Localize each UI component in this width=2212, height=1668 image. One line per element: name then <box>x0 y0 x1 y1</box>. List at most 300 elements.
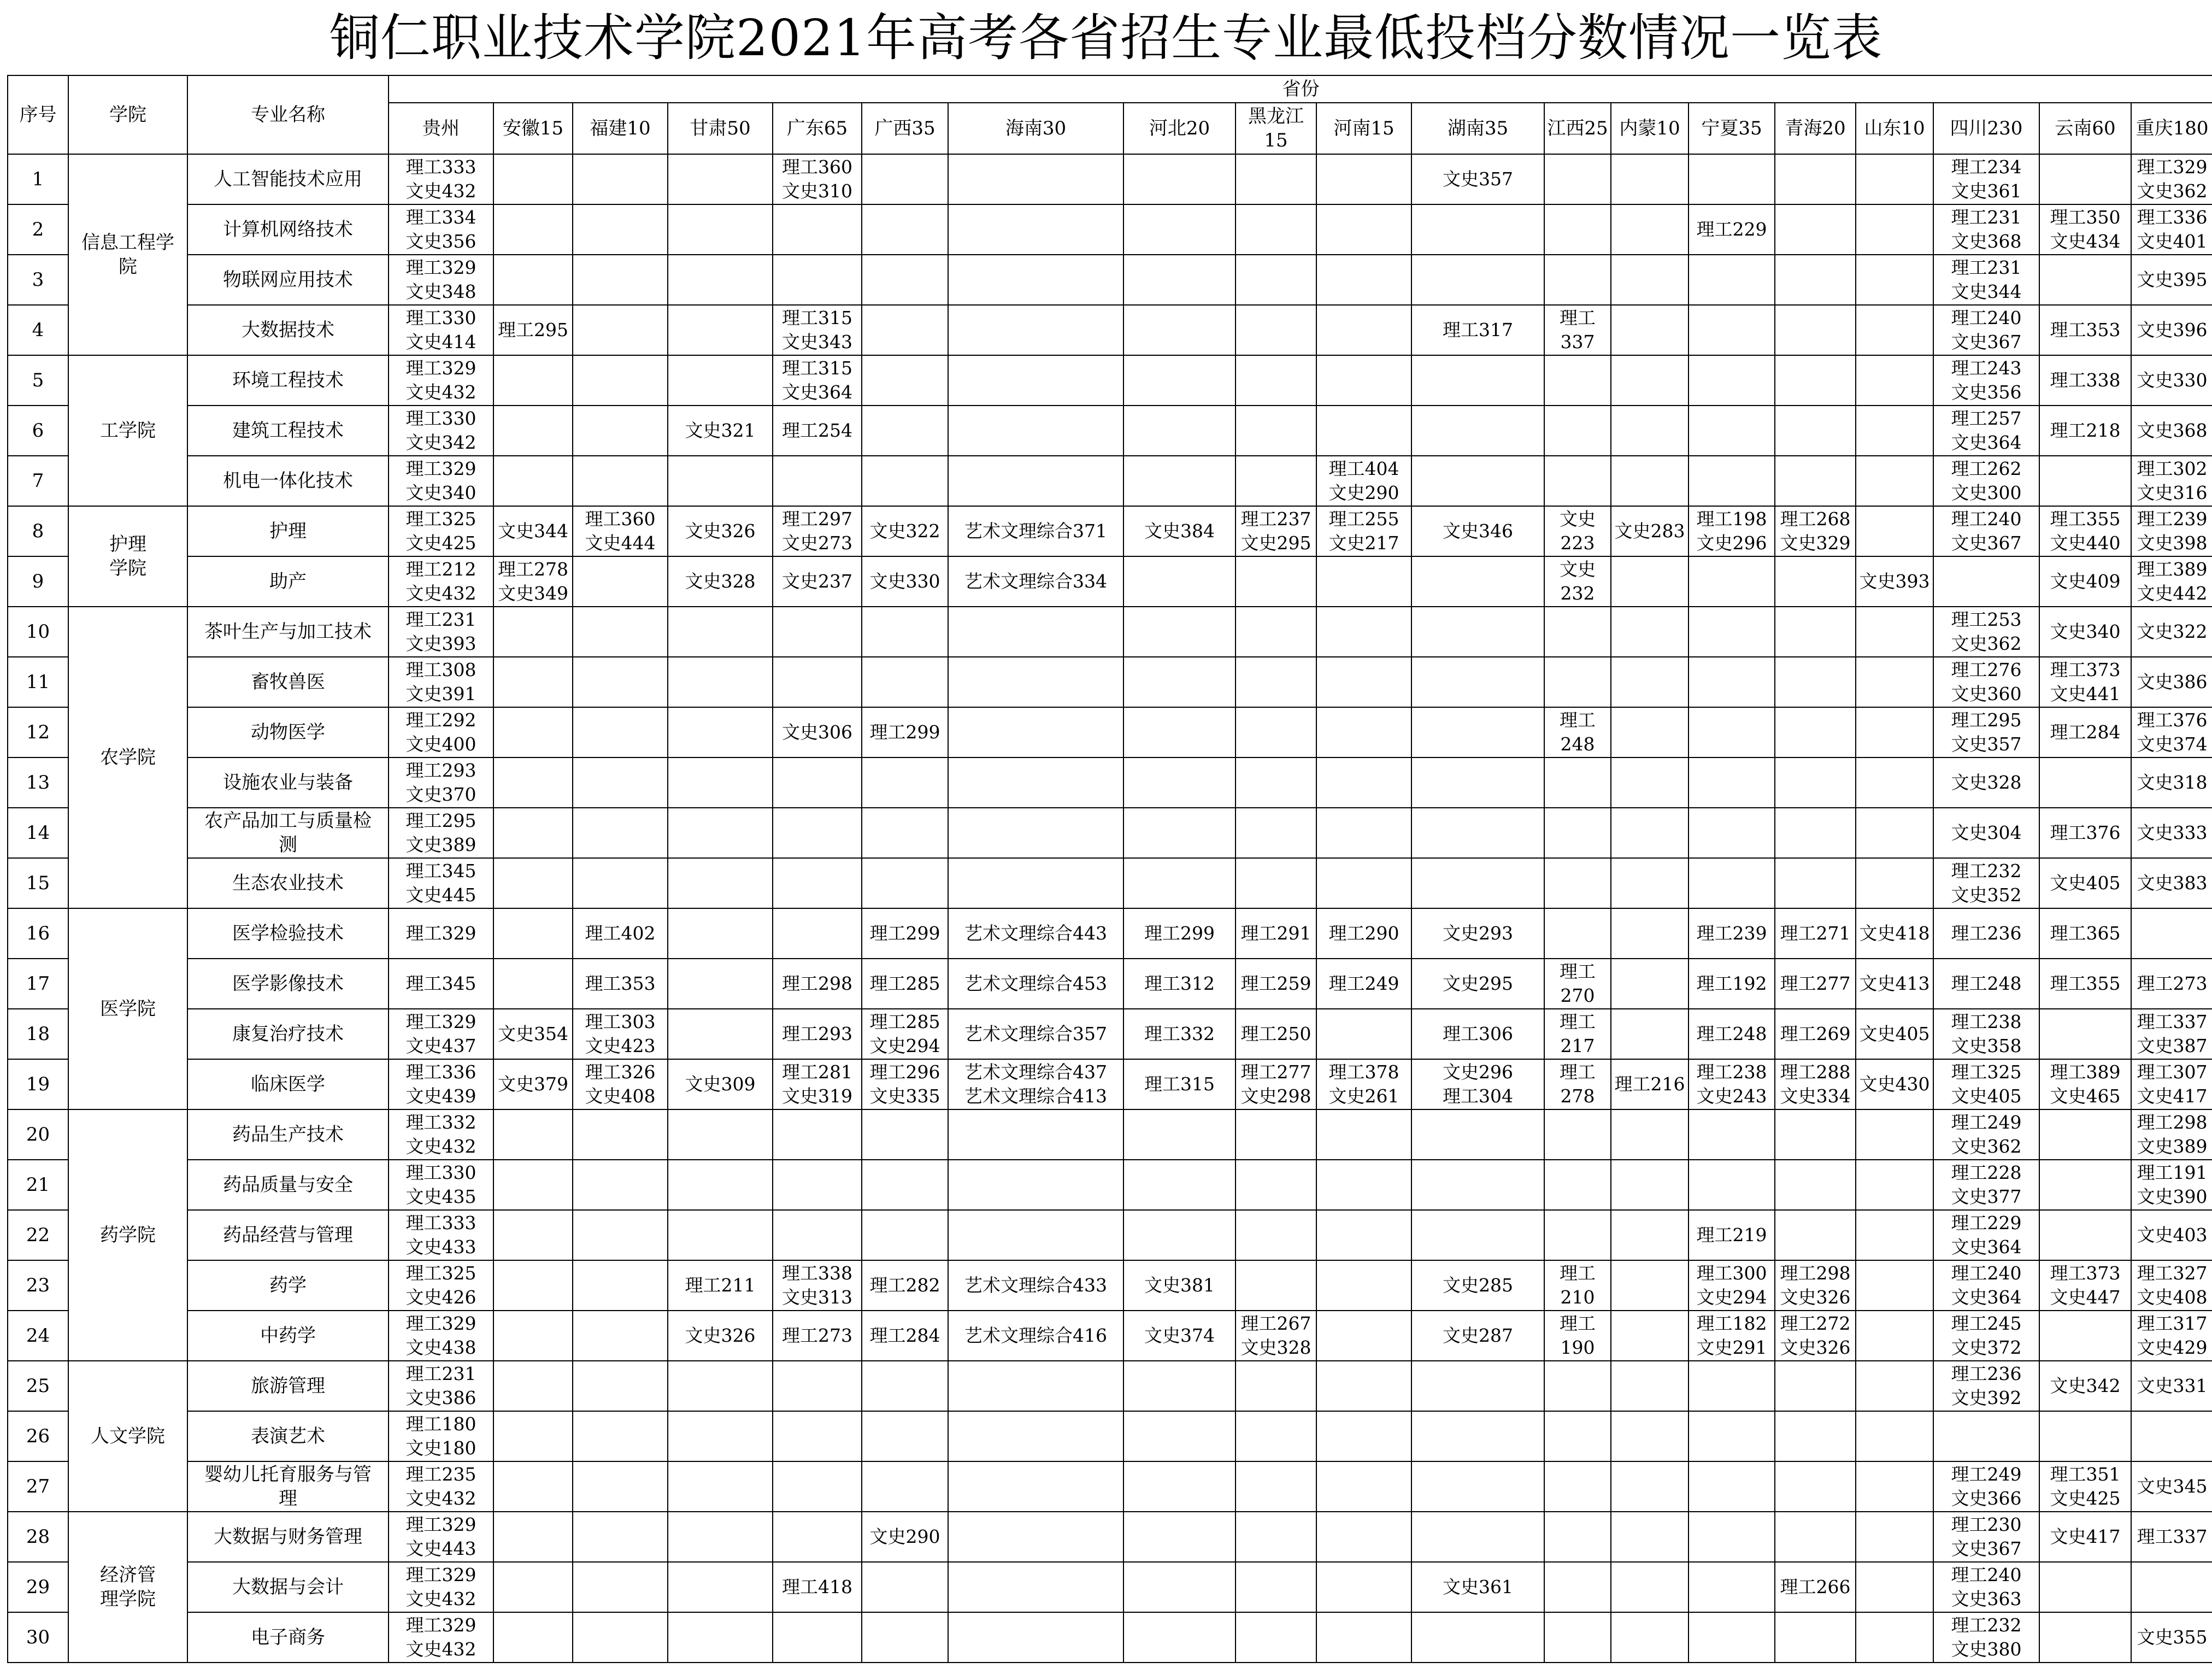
score-cell <box>1236 1160 1316 1210</box>
score-cell <box>1236 255 1316 305</box>
score-cell <box>2039 255 2131 305</box>
table-row <box>8 456 2212 506</box>
score-cell <box>2131 1411 2212 1461</box>
score-cell <box>1689 556 1775 607</box>
score-cell <box>493 1260 573 1311</box>
score-cell <box>1611 305 1689 355</box>
score-cell <box>948 1361 1123 1411</box>
score-cell <box>493 607 573 657</box>
score-cell <box>493 1361 573 1411</box>
score-cell <box>862 1210 948 1260</box>
score-cell: 文史405 <box>2039 858 2131 908</box>
score-cell <box>1316 1612 1411 1663</box>
score-cell <box>1316 1411 1411 1461</box>
row-number: 10 <box>8 607 68 657</box>
major-name: 计算机网络技术 <box>187 204 389 255</box>
row-number: 11 <box>8 657 68 707</box>
score-cell: 文史293 <box>1411 908 1544 959</box>
score-cell: 文史418 <box>1856 908 1933 959</box>
score-cell <box>862 355 948 406</box>
score-cell <box>573 1461 668 1512</box>
score-cell: 理工329 文史438 <box>389 1311 493 1361</box>
major-name: 婴幼儿托育服务与管 理 <box>187 1461 389 1512</box>
header-province: 福建10 <box>573 103 668 154</box>
score-cell: 理工293 文史370 <box>389 757 493 808</box>
score-cell: 文史368 <box>2131 406 2212 456</box>
score-cell: 理工404 文史290 <box>1316 456 1411 506</box>
score-cell: 理工300 文史294 <box>1689 1260 1775 1311</box>
score-cell <box>1611 657 1689 707</box>
table-row <box>8 204 2212 255</box>
score-cell <box>573 406 668 456</box>
score-cell <box>948 406 1123 456</box>
score-cell <box>1544 1411 1611 1461</box>
score-cell: 理工402 <box>573 908 668 959</box>
score-cell: 文史290 <box>862 1512 948 1562</box>
score-cell <box>1611 204 1689 255</box>
score-cell <box>573 1361 668 1411</box>
score-cell <box>1856 1210 1933 1260</box>
score-cell: 理工240 文史363 <box>1933 1562 2039 1612</box>
score-cell <box>862 1160 948 1210</box>
score-cell: 理工216 <box>1611 1059 1689 1109</box>
score-cell <box>1123 556 1236 607</box>
score-cell <box>862 607 948 657</box>
score-cell: 理工299 <box>862 908 948 959</box>
score-cell <box>668 858 773 908</box>
row-number: 22 <box>8 1210 68 1260</box>
score-cell <box>2039 1612 2131 1663</box>
score-cell: 艺术文理综合371 <box>948 506 1123 556</box>
score-cell: 理工303 文史423 <box>573 1009 668 1059</box>
score-cell: 理工285 文史294 <box>862 1009 948 1059</box>
score-cell: 理工277 <box>1775 959 1856 1009</box>
score-cell <box>1544 808 1611 858</box>
major-name: 大数据与财务管理 <box>187 1512 389 1562</box>
college-name: 药学院 <box>68 1109 187 1361</box>
score-cell: 理工389 文史442 <box>2131 556 2212 607</box>
major-name: 助产 <box>187 556 389 607</box>
score-cell: 理工211 <box>668 1260 773 1311</box>
score-cell <box>668 204 773 255</box>
score-cell: 文史417 <box>2039 1512 2131 1562</box>
score-cell <box>1544 1109 1611 1160</box>
score-cell <box>1775 456 1856 506</box>
score-cell: 理工355 <box>2039 959 2131 1009</box>
score-cell <box>1544 757 1611 808</box>
score-cell <box>1689 1461 1775 1512</box>
score-cell: 理工262 文史300 <box>1933 456 2039 506</box>
college-name: 护理 学院 <box>68 506 187 607</box>
row-number: 18 <box>8 1009 68 1059</box>
score-cell <box>1544 204 1611 255</box>
header-province: 云南60 <box>2039 103 2131 154</box>
score-cell <box>1544 154 1611 204</box>
score-cell <box>1689 1109 1775 1160</box>
score-cell <box>1775 657 1856 707</box>
score-cell <box>862 1461 948 1512</box>
score-cell <box>1856 607 1933 657</box>
score-cell <box>1856 1160 1933 1210</box>
score-cell: 文史413 <box>1856 959 1933 1009</box>
score-cell <box>948 204 1123 255</box>
score-cell: 理工243 文史356 <box>1933 355 2039 406</box>
score-cell <box>493 1512 573 1562</box>
score-cell: 文史381 <box>1123 1260 1236 1311</box>
score-cell <box>1775 556 1856 607</box>
score-cell <box>2131 1562 2212 1612</box>
score-cell <box>668 657 773 707</box>
college-name: 工学院 <box>68 355 187 506</box>
score-cell <box>1544 908 1611 959</box>
score-cell <box>1775 1461 1856 1512</box>
score-cell <box>573 355 668 406</box>
score-cell <box>573 1210 668 1260</box>
score-cell: 文史386 <box>2131 657 2212 707</box>
score-cell <box>948 808 1123 858</box>
score-cell <box>1611 1411 1689 1461</box>
score-cell <box>668 908 773 959</box>
score-cell <box>773 204 862 255</box>
score-cell <box>1236 154 1316 204</box>
score-cell: 理工345 <box>389 959 493 1009</box>
score-cell <box>1316 858 1411 908</box>
score-cell <box>493 1210 573 1260</box>
table-row <box>8 1361 2212 1411</box>
score-cell <box>1411 707 1544 757</box>
row-number: 14 <box>8 808 68 858</box>
score-cell <box>948 1512 1123 1562</box>
score-cell <box>773 456 862 506</box>
score-cell: 理工332 <box>1123 1009 1236 1059</box>
score-cell <box>1411 1210 1544 1260</box>
score-cell <box>1123 154 1236 204</box>
major-name: 旅游管理 <box>187 1361 389 1411</box>
score-cell <box>1544 607 1611 657</box>
score-cell <box>1775 858 1856 908</box>
score-cell <box>862 406 948 456</box>
header-province: 四川230 <box>1933 103 2039 154</box>
score-cell <box>1316 305 1411 355</box>
score-cell <box>668 1512 773 1562</box>
score-cell: 理工277 文史298 <box>1236 1059 1316 1109</box>
score-cell <box>773 255 862 305</box>
score-cell <box>1775 1512 1856 1562</box>
score-cell <box>773 657 862 707</box>
header-province: 江西25 <box>1544 103 1611 154</box>
major-name: 农产品加工与质量检 测 <box>187 808 389 858</box>
score-cell: 理工236 文史392 <box>1933 1361 2039 1411</box>
score-cell: 艺术文理综合437 艺术文理综合413 <box>948 1059 1123 1109</box>
score-cell <box>1544 255 1611 305</box>
score-cell <box>1123 607 1236 657</box>
score-cell: 文史354 <box>493 1009 573 1059</box>
score-cell <box>1689 255 1775 305</box>
score-cell <box>1236 858 1316 908</box>
score-cell <box>1316 154 1411 204</box>
major-name: 设施农业与装备 <box>187 757 389 808</box>
score-cell <box>668 607 773 657</box>
score-cell <box>1411 1461 1544 1512</box>
score-cell <box>493 908 573 959</box>
header-province: 海南30 <box>948 103 1123 154</box>
score-cell: 理工302 文史316 <box>2131 456 2212 506</box>
score-cell: 理工330 文史435 <box>389 1160 493 1210</box>
score-cell <box>493 858 573 908</box>
score-cell: 理工365 <box>2039 908 2131 959</box>
score-cell <box>1236 305 1316 355</box>
score-cell <box>1123 255 1236 305</box>
score-cell: 理工218 <box>2039 406 2131 456</box>
score-cell: 理工329 文史432 <box>389 1562 493 1612</box>
row-number: 20 <box>8 1109 68 1160</box>
score-cell <box>1689 808 1775 858</box>
score-cell: 理工231 文史368 <box>1933 204 2039 255</box>
score-cell <box>1611 1311 1689 1361</box>
score-cell <box>1411 757 1544 808</box>
score-cell <box>573 1612 668 1663</box>
score-cell <box>493 959 573 1009</box>
score-cell <box>1123 757 1236 808</box>
score-cell: 理工239 文史398 <box>2131 506 2212 556</box>
score-cell <box>1123 1210 1236 1260</box>
score-cell: 理工282 <box>862 1260 948 1311</box>
score-cell <box>1775 1361 1856 1411</box>
score-cell: 理工295 文史389 <box>389 808 493 858</box>
score-cell: 理工254 <box>773 406 862 456</box>
score-cell: 理工334 文史356 <box>389 204 493 255</box>
table-row <box>8 1512 2212 1562</box>
score-cell <box>948 858 1123 908</box>
score-cell <box>573 204 668 255</box>
score-cell <box>1689 1361 1775 1411</box>
score-cell <box>1775 707 1856 757</box>
table-row <box>8 255 2212 305</box>
row-number: 17 <box>8 959 68 1009</box>
score-cell <box>573 1160 668 1210</box>
score-cell <box>1689 1512 1775 1562</box>
score-cell: 理工295 文史357 <box>1933 707 2039 757</box>
score-cell <box>1316 1160 1411 1210</box>
header-province: 宁夏35 <box>1689 103 1775 154</box>
score-cell <box>1236 607 1316 657</box>
score-cell <box>1775 1411 1856 1461</box>
score-cell: 文史328 <box>668 556 773 607</box>
row-number: 7 <box>8 456 68 506</box>
score-cell <box>1856 707 1933 757</box>
header-no: 序号 <box>8 75 68 154</box>
score-cell: 理工325 文史425 <box>389 506 493 556</box>
score-cell <box>1775 607 1856 657</box>
score-cell <box>1236 1411 1316 1461</box>
score-cell: 理工284 <box>862 1311 948 1361</box>
score-cell <box>1933 1411 2039 1461</box>
header-province: 广东65 <box>773 103 862 154</box>
score-cell <box>773 1411 862 1461</box>
score-cell <box>1611 808 1689 858</box>
score-cell: 文史 232 <box>1544 556 1611 607</box>
score-cell: 理工229 文史364 <box>1933 1210 2039 1260</box>
score-cell: 理工389 文史465 <box>2039 1059 2131 1109</box>
score-cell <box>493 255 573 305</box>
score-cell <box>1236 808 1316 858</box>
score-cell: 理工378 文史261 <box>1316 1059 1411 1109</box>
score-cell <box>573 154 668 204</box>
score-cell <box>1689 1411 1775 1461</box>
score-cell <box>1544 1512 1611 1562</box>
score-cell: 理工290 <box>1316 908 1411 959</box>
score-cell: 理工271 <box>1775 908 1856 959</box>
score-cell: 理工 278 <box>1544 1059 1611 1109</box>
score-cell: 文史326 <box>668 506 773 556</box>
score-cell: 理工329 文史437 <box>389 1009 493 1059</box>
score-cell: 理工 217 <box>1544 1009 1611 1059</box>
score-cell <box>2039 1160 2131 1210</box>
score-cell <box>1316 707 1411 757</box>
score-cell: 理工337 <box>2131 1512 2212 1562</box>
score-cell <box>1411 607 1544 657</box>
score-cell <box>948 1109 1123 1160</box>
score-cell <box>1611 1512 1689 1562</box>
score-cell: 理工338 <box>2039 355 2131 406</box>
score-cell <box>573 808 668 858</box>
score-cell <box>573 1311 668 1361</box>
score-cell <box>1411 1109 1544 1160</box>
score-cell <box>493 1109 573 1160</box>
major-name: 生态农业技术 <box>187 858 389 908</box>
score-cell <box>573 305 668 355</box>
score-cell: 文史309 <box>668 1059 773 1109</box>
score-cell: 理工337 文史387 <box>2131 1009 2212 1059</box>
score-cell: 文史295 <box>1411 959 1544 1009</box>
score-cell <box>1611 1461 1689 1512</box>
score-cell <box>1689 355 1775 406</box>
score-cell <box>1236 355 1316 406</box>
score-cell: 文史237 <box>773 556 862 607</box>
score-cell <box>1856 506 1933 556</box>
score-cell <box>573 1109 668 1160</box>
score-cell <box>862 757 948 808</box>
score-cell <box>1775 204 1856 255</box>
score-cell: 理工281 文史319 <box>773 1059 862 1109</box>
score-cell: 理工296 文史335 <box>862 1059 948 1109</box>
score-cell <box>493 1160 573 1210</box>
major-name: 药品生产技术 <box>187 1109 389 1160</box>
score-cell <box>573 1512 668 1562</box>
score-cell <box>862 255 948 305</box>
table-row <box>8 1411 2212 1461</box>
score-cell <box>1411 808 1544 858</box>
table-body <box>8 154 2212 1663</box>
score-cell <box>493 808 573 858</box>
score-cell <box>1856 757 1933 808</box>
score-cell <box>948 355 1123 406</box>
score-cell <box>668 154 773 204</box>
score-cell <box>1123 1562 1236 1612</box>
score-cell: 理工234 文史361 <box>1933 154 2039 204</box>
score-cell <box>1544 1461 1611 1512</box>
score-cell <box>668 959 773 1009</box>
score-cell <box>493 154 573 204</box>
score-cell <box>1411 1160 1544 1210</box>
score-cell: 文史344 <box>493 506 573 556</box>
score-cell: 文史306 <box>773 707 862 757</box>
score-cell <box>1856 1512 1933 1562</box>
score-cell: 理工312 <box>1123 959 1236 1009</box>
score-cell: 理工355 文史440 <box>2039 506 2131 556</box>
row-number: 2 <box>8 204 68 255</box>
score-cell <box>1236 657 1316 707</box>
score-cell <box>1411 406 1544 456</box>
score-cell: 文史 223 <box>1544 506 1611 556</box>
score-cell: 理工198 文史296 <box>1689 506 1775 556</box>
score-cell: 文史405 <box>1856 1009 1933 1059</box>
score-cell <box>668 808 773 858</box>
score-cell: 理工333 文史432 <box>389 154 493 204</box>
score-cell <box>1236 1109 1316 1160</box>
score-cell: 理工291 <box>1236 908 1316 959</box>
score-cell <box>948 707 1123 757</box>
score-cell <box>1689 1562 1775 1612</box>
score-cell <box>668 305 773 355</box>
score-cell: 理工239 <box>1689 908 1775 959</box>
score-cell <box>493 406 573 456</box>
row-number: 23 <box>8 1260 68 1311</box>
score-cell: 理工306 <box>1411 1009 1544 1059</box>
score-cell <box>862 456 948 506</box>
row-number: 28 <box>8 1512 68 1562</box>
score-cell <box>1316 607 1411 657</box>
score-cell: 理工299 <box>1123 908 1236 959</box>
score-cell <box>493 1562 573 1612</box>
score-cell <box>668 1160 773 1210</box>
score-cell: 文史318 <box>2131 757 2212 808</box>
score-cell: 艺术文理综合357 <box>948 1009 1123 1059</box>
score-cell <box>1856 204 1933 255</box>
score-cell <box>2039 757 2131 808</box>
score-cell <box>573 1562 668 1612</box>
score-cell: 理工267 文史328 <box>1236 1311 1316 1361</box>
score-cell <box>1123 1612 1236 1663</box>
score-cell <box>1856 1311 1933 1361</box>
score-cell <box>668 1411 773 1461</box>
row-number: 12 <box>8 707 68 757</box>
score-cell: 理工376 文史374 <box>2131 707 2212 757</box>
score-cell <box>1123 858 1236 908</box>
score-cell <box>1611 556 1689 607</box>
table-row <box>8 1260 2212 1311</box>
table-row <box>8 808 2212 858</box>
score-cell <box>1236 1260 1316 1311</box>
table-row <box>8 154 2212 204</box>
score-cell: 艺术文理综合334 <box>948 556 1123 607</box>
score-cell <box>1544 1160 1611 1210</box>
score-cell <box>668 1109 773 1160</box>
score-cell <box>948 657 1123 707</box>
score-cell <box>1123 1160 1236 1210</box>
score-cell: 理工249 文史366 <box>1933 1461 2039 1512</box>
major-name: 临床医学 <box>187 1059 389 1109</box>
header-province: 湖南35 <box>1411 103 1544 154</box>
score-cell <box>773 607 862 657</box>
score-cell <box>773 808 862 858</box>
score-cell: 理工240 文史367 <box>1933 506 2039 556</box>
score-cell <box>1123 1411 1236 1461</box>
score-cell <box>1856 255 1933 305</box>
college-name: 医学院 <box>68 908 187 1109</box>
score-cell <box>1316 1361 1411 1411</box>
score-cell: 理工248 <box>1689 1009 1775 1059</box>
